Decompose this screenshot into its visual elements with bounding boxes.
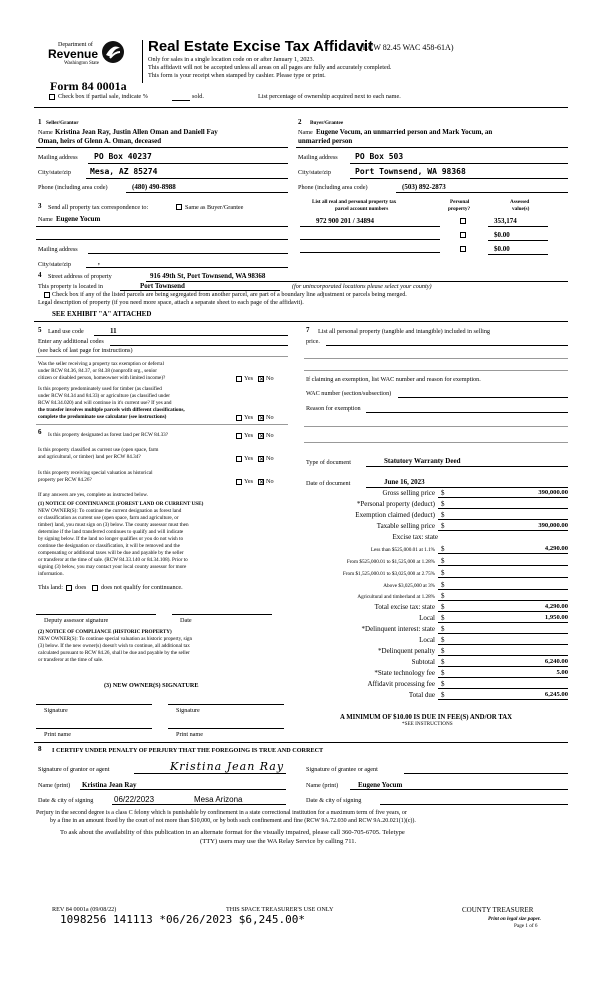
timber-q-line4: the transfer involves multiple parcels with different classifications, — [38, 407, 185, 413]
delinquent-local-label: Local — [419, 636, 435, 644]
personal-property-checkbox-1[interactable] — [460, 218, 466, 224]
section-1-number: 1 — [38, 118, 42, 126]
personal-property-label: List all personal property (tangible and intangible) included in selling — [318, 328, 491, 335]
segregated-label: Check box if any of the listed parcels are being segregated from another parcel, are part of a boundary line adjustment or parcels being merged. — [52, 291, 407, 298]
additional-codes-label: Enter any additional codes — [38, 338, 104, 345]
timber-q-line1: Is this property predominately used for timber (as classified — [38, 386, 162, 392]
local-field[interactable]: 1,950.00 — [544, 614, 568, 621]
grantee-name-field[interactable]: Eugene Yocum — [358, 781, 403, 789]
grantor-date-label: Date & city of signing — [38, 797, 94, 804]
land-use-field[interactable]: 11 — [110, 327, 117, 335]
partial-sale-label: Check box if partial sale, indicate % — [58, 93, 148, 100]
certify-statement: I CERTIFY UNDER PENALTY OF PERJURY THAT THE FOREGOING IS TRUE AND CORRECT — [52, 747, 324, 754]
buyer-phone-field[interactable]: (503) 892-2873 — [402, 183, 446, 191]
grantor-date-field[interactable]: 06/22/2023 — [114, 795, 155, 804]
form-number: Form 84 0001a — [50, 79, 127, 93]
see-instructions-note: *SEE INSTRUCTIONS — [402, 721, 453, 727]
dollar-sign: $ — [441, 647, 445, 655]
corr-name-label: Name — [38, 216, 53, 223]
section-6-number: 6 — [38, 428, 42, 436]
notice-continuance-text: timber) land, you must sign on (3) below. The county assessor must then — [38, 522, 189, 528]
buyer-mail-label: Mailing address — [298, 154, 338, 161]
timber-no-checkbox[interactable]: ✕ — [259, 415, 265, 422]
assessed-header-1: Assessed — [510, 199, 530, 205]
timber-q-line2: under RCW 84.34 and 84.33) or agriculture (as classified under — [38, 393, 171, 399]
total-due-label: Total due — [408, 691, 435, 699]
tier-4-label: Above $3,025,000 at 3% — [383, 583, 435, 589]
notice-continuance-text: NEW OWNER(S): To continue the current designation as forest land — [38, 508, 182, 514]
alt-format-line-2: (TTY) users may use the WA Relay Service by calling 711. — [200, 838, 357, 845]
historic-q-line1: Is this property receiving special valuation as historical — [38, 470, 153, 476]
assessed-header-2: value(s) — [512, 206, 530, 212]
wac-label: WAC number (section/subsection) — [306, 390, 392, 397]
legal-size-note: Print on legal size paper. — [488, 916, 541, 922]
dollar-sign: $ — [441, 489, 445, 497]
exemption-reason-label: Reason for exemption — [306, 405, 361, 412]
exemption-yes-checkbox[interactable] — [236, 376, 242, 382]
seller-name-line1[interactable]: Kristina Jean Ray, Justin Allen Oman and Daniell Fay — [55, 128, 218, 136]
doc-type-field[interactable]: Statutory Warranty Deed — [384, 457, 461, 465]
no-label: No — [266, 375, 274, 382]
buyer-name-label: Name — [298, 129, 313, 136]
seller-name-label: Name — [38, 129, 53, 136]
grantor-city-field[interactable]: Mesa Arizona — [194, 795, 243, 804]
corr-city-label: City/state/zip — [38, 261, 71, 268]
section-2-number: 2 — [298, 118, 302, 126]
does-label: does — [75, 584, 87, 591]
dollar-sign: $ — [441, 603, 445, 611]
street-address-field[interactable]: 916 49th St, Port Townsend, WA 98368 — [150, 272, 266, 280]
buyer-name-line2[interactable]: unmarried person — [298, 137, 353, 145]
partial-sale-checkbox[interactable] — [49, 94, 55, 100]
no-label: No — [266, 455, 274, 462]
seller-city-field[interactable]: Mesa, AZ 85274 — [90, 167, 158, 176]
tier-5-label: Agricultural and timberland at 1.28% — [357, 594, 435, 600]
subtotal-label: Subtotal — [411, 658, 435, 666]
affidavit-fee-label: Affidavit processing fee — [367, 680, 435, 688]
ownership-note: List percentage of ownership acquired next to each name. — [258, 93, 401, 100]
buyer-city-label: City/state/zip — [298, 169, 331, 176]
assessed-value-2[interactable]: $0.00 — [494, 231, 510, 239]
correspondence-label: Send all property tax correspondence to: — [48, 204, 149, 211]
segregated-checkbox[interactable] — [44, 292, 50, 298]
no-label: No — [266, 432, 274, 439]
this-land-label: This land: — [38, 584, 63, 591]
buyer-name-line1[interactable]: Eugene Vocum, an unmarried person and Mark Yocum, an — [316, 128, 493, 136]
notice-compliance-text: or transferor at the time of sale. — [38, 657, 104, 663]
new-owner-print-label-1: Print name — [44, 731, 71, 738]
state-label: Washington State — [64, 61, 100, 66]
note-1: Only for sales in a single location code on or after January 1, 2023. — [148, 56, 315, 63]
cashier-stamp: 1098256 141113 *06/26/2023 $6,245.00* — [60, 913, 306, 926]
alt-format-line-1: To ask about the availability of this publication in an alternate format for the visually impaired, please call 360-705-6705. Teletype — [60, 829, 405, 836]
exemption-q-line3: citizen or disabled person, homeowner with limited income)? — [38, 375, 166, 381]
parcel-number-1[interactable]: 972 900 201 / 34894 — [316, 217, 374, 225]
grantee-signature-label: Signature of grantee or agent — [306, 766, 378, 773]
note-3: This form is your receipt when stamped by cashier. Please type or print. — [148, 72, 326, 79]
doc-date-label: Date of document — [306, 480, 351, 487]
excise-tax-label: Excise tax: state — [392, 533, 438, 541]
dollar-sign: $ — [441, 691, 445, 699]
personal-header-2: property? — [448, 206, 471, 212]
historic-q-line2: property per RCW 84.26? — [38, 477, 92, 483]
location-label: This property is located in — [38, 283, 103, 290]
dor-logo-icon — [101, 40, 125, 64]
notice-compliance-text: NEW OWNER(S): To continue special valuation as historic property, sign — [38, 636, 193, 642]
notice-continuance-text: or transferor at the time of sale. (RCW 84.33.140 or 84.34.108). Prior to — [38, 557, 188, 563]
personal-property-checkbox-3[interactable] — [460, 246, 466, 252]
dollar-sign: $ — [441, 680, 445, 688]
notice-continuance-text: by signing below. If the land no longer qualifies or you do not wish to — [38, 536, 184, 542]
page-title: Real Estate Excise Tax Affidavit — [148, 38, 374, 55]
tier-1-field[interactable]: 4,290.00 — [544, 545, 568, 552]
notice-continuance-heading: (1) NOTICE OF CONTINUANCE (FOREST LAND OR CURRENT USE) — [38, 501, 204, 507]
assessor-date-label: Date — [180, 617, 192, 624]
historic-no-checkbox[interactable]: ✕ — [259, 479, 265, 486]
corr-city-field[interactable]: , — [98, 258, 100, 266]
dollar-sign: $ — [441, 658, 445, 666]
does-not-qualify-checkbox[interactable] — [92, 585, 98, 591]
timber-q-line5: complete the predominate use calculator (see instructions) — [38, 414, 167, 420]
yes-label: Yes — [244, 414, 254, 421]
sold-label: sold. — [192, 93, 204, 100]
dollar-sign: $ — [441, 500, 445, 508]
current-use-no-checkbox[interactable]: ✕ — [259, 456, 265, 463]
perjury-line-1: Perjury in the second degree is a class C felony which is punishable by confinement in a state correctional institution for a maximum term of five years, or — [36, 810, 407, 816]
perjury-line-2: by a fine in an amount fixed by the court of not more than $10,000, or by both such confinement and fine (RCW 9A.72.030 and RCW 9A.20.021(1)(c)). — [50, 818, 416, 824]
corr-mail-label: Mailing address — [38, 246, 78, 253]
seller-phone-field[interactable]: (480) 490-8988 — [132, 183, 176, 191]
new-owner-print-label-2: Print name — [176, 731, 203, 738]
notice-continuance-text: compensating or additional taxes will be due and payable by the seller — [38, 550, 184, 556]
notice-continuance-text: continue the designation or classification, it will be removed and the — [38, 543, 180, 549]
seller-heading: Seller/Grantor — [46, 120, 79, 126]
personal-deduct-label: *Personal property (deduct) — [356, 500, 435, 508]
tier-2-label: From $525,000.01 to $1,525,000 at 1.28% — [346, 559, 435, 565]
does-qualify-checkbox[interactable] — [66, 585, 72, 591]
buyer-city-field[interactable]: Port Townsend, WA 98368 — [355, 167, 466, 176]
legal-description-field[interactable]: SEE EXHIBIT "A" ATTACHED — [52, 310, 152, 318]
parcel-header-2: parcel account numbers — [335, 206, 389, 212]
street-address-label: Street address of property — [48, 273, 112, 280]
notice-continuance-text: or classification as current use (open space, farm and agriculture, or — [38, 515, 179, 521]
same-as-buyer-label: Same as Buyer/Grantee — [185, 204, 244, 211]
seller-mail-field[interactable]: PO Box 40237 — [94, 152, 152, 161]
yes-label: Yes — [244, 478, 254, 485]
buyer-phone-label: Phone (including area code) — [298, 184, 368, 191]
gross-price-label: Gross selling price — [382, 489, 435, 497]
parcel-header-1: List all real and personal property tax — [312, 199, 397, 205]
subtotal-field[interactable]: 6,240.00 — [544, 658, 568, 665]
no-label: No — [266, 478, 274, 485]
historic-yes-checkbox[interactable] — [236, 479, 242, 485]
unincorporated-note: (for unincorporated locations please select your county) — [292, 283, 432, 290]
yes-label: Yes — [244, 375, 254, 382]
minimum-due-note: A MINIMUM OF $10.00 IS DUE IN FEE(S) AND/OR TAX — [340, 714, 513, 721]
section-8-number: 8 — [38, 745, 42, 753]
notice-continuance-text: determine if the land transferred continues to qualify and will indicate — [38, 529, 184, 535]
current-use-q-line1: Is this property classified as current use (open space, farm — [38, 447, 159, 453]
exemption-q-line1: Was the seller receiving a property tax exemption or deferral — [38, 361, 164, 367]
exemption-instruction: If claiming an exemption, list WAC number and reason for exemption. — [306, 376, 481, 383]
deputy-assessor-label: Deputy assessor signature — [44, 617, 109, 624]
see-instructions-label: (see back of last page for instructions) — [38, 347, 133, 354]
personal-header-1: Personal — [450, 199, 470, 205]
taxable-price-field[interactable]: 390,000.00 — [538, 522, 568, 529]
page-number: Page 1 of 6 — [514, 923, 538, 929]
revision-label: REV 84 0001a (09/08/22) — [52, 906, 117, 913]
total-state-label: Total excise tax: state — [374, 603, 435, 611]
dollar-sign: $ — [441, 669, 445, 677]
section-4-number: 4 — [38, 271, 42, 279]
price-label: price. — [306, 338, 320, 345]
assessed-value-1[interactable]: 353,174 — [494, 217, 517, 225]
seller-mail-label: Mailing address — [38, 154, 78, 161]
dollar-sign: $ — [441, 636, 445, 644]
county-treasurer-label: COUNTY TREASURER — [462, 906, 534, 914]
yes-label: Yes — [244, 455, 254, 462]
doc-date-field[interactable]: June 16, 2023 — [384, 478, 425, 486]
delinquent-interest-label: *Delinquent interest: state — [361, 625, 435, 633]
grantor-signature-label: Signature of grantor or agent — [38, 766, 110, 773]
corr-name-field[interactable]: Eugene Yocum — [56, 215, 101, 223]
tier-3-label: From $1,525,000.01 to $3,025,000 at 2.75% — [342, 571, 435, 577]
notice-compliance-heading: (2) NOTICE OF COMPLIANCE (HISTORIC PROPERTY) — [38, 629, 172, 635]
notice-compliance-text: calculated pursuant to RCW 84.26, shall be due and payable by the seller — [38, 650, 190, 656]
rcw-label: (RCW 82.45 WAC 458-61A) — [360, 43, 454, 52]
no-label: No — [266, 414, 274, 421]
notice-compliance-text: (3) below. If the new owner(s) doesn't wish to continue, all additional tax — [38, 643, 190, 649]
section-7-number: 7 — [306, 326, 310, 334]
personal-property-checkbox-2[interactable] — [460, 232, 466, 238]
land-use-label: Land use code — [48, 328, 84, 335]
yes-label: Yes — [244, 432, 254, 439]
legal-description-label: Legal description of property (if you need more space, attach a separate sheet to each page of the affidavit). — [38, 299, 304, 306]
exemption-q-line2: under RCW 84.36, 84.37, or 84.38 (nonprofit org., senior — [38, 368, 157, 374]
seller-phone-label: Phone (including area code) — [38, 184, 108, 191]
grantor-signature[interactable]: Kristina Jean Ray — [170, 760, 285, 773]
forest-q: Is this property designated as forest land per RCW 84.33? — [48, 432, 169, 438]
section-3-number: 3 — [38, 202, 42, 210]
taxable-price-label: Taxable selling price — [376, 522, 435, 530]
exemption-deduct-label: Exemption claimed (deduct) — [355, 511, 435, 519]
dollar-sign: $ — [441, 522, 445, 530]
local-label: Local — [419, 614, 435, 622]
same-as-buyer-checkbox[interactable] — [176, 204, 182, 210]
buyer-heading: Buyer/Grantee — [310, 120, 344, 126]
dept-label: Department of — [58, 42, 93, 48]
seller-city-label: City/state/zip — [38, 169, 71, 176]
total-due-field[interactable]: 6,245.00 — [544, 691, 568, 698]
timber-yes-checkbox[interactable] — [236, 415, 242, 421]
buyer-mail-field[interactable]: PO Box 503 — [355, 152, 404, 161]
does-not-label: does not qualify for continuance. — [101, 584, 183, 591]
grantee-date-label: Date & city of signing — [306, 797, 362, 804]
tech-fee-label: *State technology fee — [374, 669, 435, 677]
dollar-sign: $ — [441, 545, 445, 553]
note-2: This affidavit will not be accepted unless all areas on all pages are fully and accurately completed. — [148, 64, 392, 71]
tech-fee-field[interactable]: 5.00 — [556, 669, 568, 676]
exemption-no-checkbox[interactable]: ✕ — [259, 376, 265, 383]
dollar-sign: $ — [441, 614, 445, 622]
notice-continuance-text: information. — [38, 571, 64, 577]
seller-name-line2[interactable]: Oman, heirs of Glenn A. Oman, deceased — [38, 137, 162, 145]
forest-no-checkbox[interactable]: ✕ — [259, 433, 265, 440]
revenue-label: Revenue — [48, 47, 99, 61]
current-use-yes-checkbox[interactable] — [236, 456, 242, 462]
new-owner-signature-heading: (3) NEW OWNER(S) SIGNATURE — [104, 682, 199, 689]
treasurer-use-label: THIS SPACE TREASURER'S USE ONLY — [226, 906, 334, 913]
dollar-sign: $ — [441, 581, 445, 589]
new-owner-signature-label-1: Signature — [44, 707, 68, 714]
delinquent-penalty-label: *Delinquent penalty — [378, 647, 435, 655]
location-field[interactable]: Port Townsend — [140, 282, 185, 290]
timber-q-line3: RCW 84.34.020) and will continue in it's current use? If yes and — [38, 400, 172, 406]
grantee-name-label: Name (print) — [306, 782, 339, 789]
current-use-q-line2: and agricultural, or timber) land per RCW 84.34? — [38, 454, 141, 460]
doc-type-label: Type of document — [306, 459, 351, 466]
tier-1-label: Less than $525,000.01 at 1.1% — [370, 547, 435, 553]
dollar-sign: $ — [441, 592, 445, 600]
if-any-yes-note: If any answers are yes, complete as instructed below. — [38, 492, 149, 498]
assessed-value-3[interactable]: $0.00 — [494, 245, 510, 253]
gross-price-field[interactable]: 390,000.00 — [538, 489, 568, 496]
forest-yes-checkbox[interactable] — [236, 433, 242, 439]
dollar-sign: $ — [441, 511, 445, 519]
notice-continuance-text: signing (3) below, you may contact your local county assessor for more — [38, 564, 187, 570]
section-5-number: 5 — [38, 326, 42, 334]
dollar-sign: $ — [441, 625, 445, 633]
grantor-name-field[interactable]: Kristina Jean Ray — [82, 781, 137, 789]
dollar-sign: $ — [441, 557, 445, 565]
grantor-name-label: Name (print) — [38, 782, 71, 789]
dollar-sign: $ — [441, 569, 445, 577]
total-state-field[interactable]: 4,290.00 — [544, 603, 568, 610]
new-owner-signature-label-2: Signature — [176, 707, 200, 714]
